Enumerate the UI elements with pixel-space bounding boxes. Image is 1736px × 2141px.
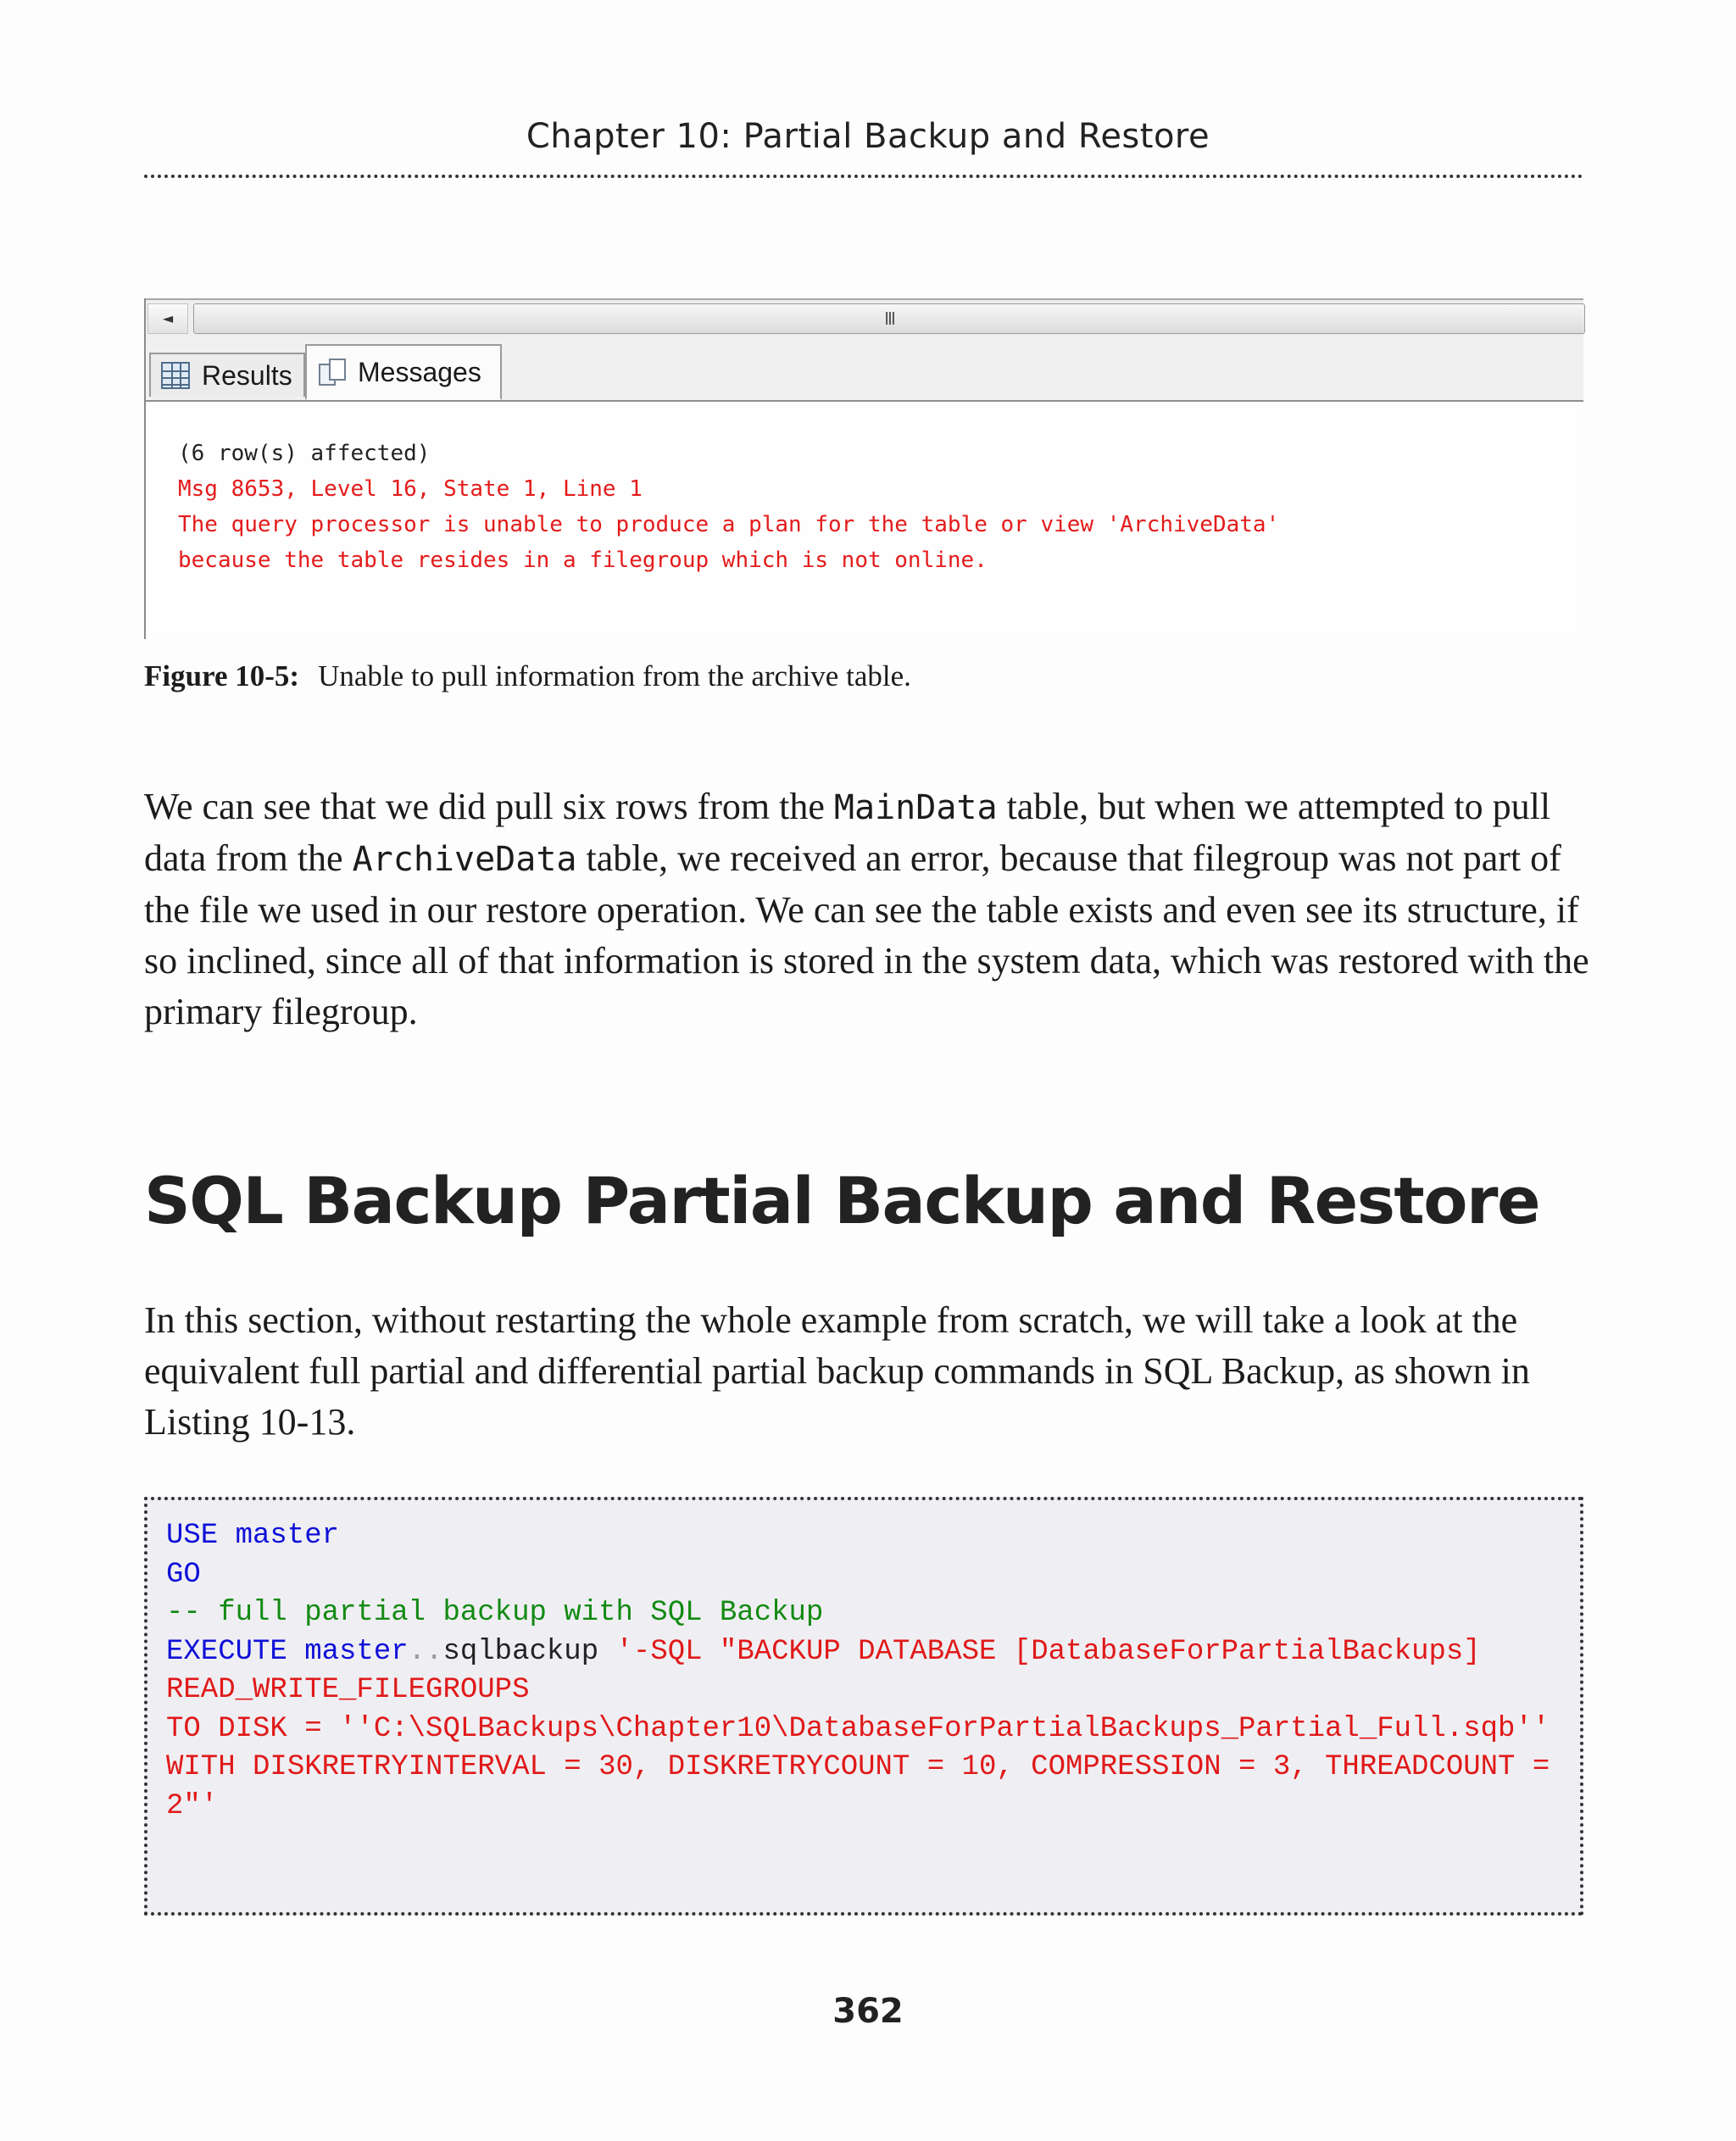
code-listing xyxy=(144,1497,1583,1916)
page-number: 362 xyxy=(832,1992,904,2031)
figure-caption xyxy=(144,659,911,693)
results-tab-strip xyxy=(146,337,1583,402)
messages-output xyxy=(178,436,1279,578)
inline-code-maindata: MainData xyxy=(833,788,998,827)
code-line-6: TO DISK = ''C:\SQLBackups\Chapter10\DatabaseForPartialBackups_Partial_Full.sqb'' xyxy=(166,1712,1550,1745)
message-error-header: Msg 8653, Level 16, State 1, Line 1 xyxy=(178,476,643,502)
code-line-8: 2"' xyxy=(166,1789,219,1822)
code-line-1: USE master xyxy=(166,1520,340,1552)
scroll-left-arrow-icon[interactable]: ◄ xyxy=(147,303,188,334)
para1-text-3: table, we received an error, because that filegroup was not part of the file we used in our restore operation. We can see the table exists and even see its structure, if so inclined, since all of that information is stored in the system data, which was restored with the primary filegroup. xyxy=(144,837,1589,1032)
para1-text-1: We can see that we did pull six rows from the xyxy=(144,786,834,827)
code-line-7: WITH DISKRETRYINTERVAL = 30, DISKRETRYCOUNT = 10, COMPRESSION = 3, THREADCOUNT = xyxy=(166,1751,1550,1783)
body-paragraph-section-intro: In this section, without restarting the whole example from scratch, we will take a look at the equivalent full partial and differential partial backup commands in SQL Backup, as shown in Listing 10-13. xyxy=(144,1299,1530,1443)
running-header: Chapter 10: Partial Backup and Restore xyxy=(526,117,1210,156)
code-line-4 xyxy=(166,1633,1580,1672)
code-line-2: GO xyxy=(166,1558,201,1591)
code-string-start: '-SQL "BACKUP DATABASE [DatabaseForPartialBackups] xyxy=(615,1635,1481,1668)
code-identifier-master: master xyxy=(287,1635,409,1668)
inline-code-archivedata: ArchiveData xyxy=(352,840,577,879)
figure-caption-text: Unable to pull information from the archive table. xyxy=(318,659,911,692)
tab-messages-label: Messages xyxy=(358,356,481,387)
header-dotted-rule xyxy=(144,175,1583,178)
code-procedure-name: sqlbackup xyxy=(442,1635,616,1668)
code-dots: .. xyxy=(408,1635,443,1668)
message-rows-affected: (6 row(s) affected) xyxy=(178,441,431,466)
message-error-text-2: because the table resides in a filegroup which is not online. xyxy=(178,548,988,573)
para1-text-2: table, but when we attempted to pull data from the xyxy=(144,786,1551,879)
figure-caption-label: Figure 10-5: xyxy=(144,659,300,692)
tab-results-label: Results xyxy=(202,359,292,391)
code-keyword-execute: EXECUTE xyxy=(166,1635,287,1668)
tab-messages[interactable] xyxy=(305,344,502,400)
message-error-text-1: The query processor is unable to produce a plan for the table or view 'ArchiveData' xyxy=(178,512,1280,537)
scroll-thumb[interactable]: III xyxy=(193,303,1585,334)
tab-results[interactable] xyxy=(149,353,305,397)
figure-screenshot xyxy=(144,298,1583,639)
results-grid-icon xyxy=(161,362,190,389)
messages-document-icon xyxy=(317,359,346,386)
code-line-3-comment: -- full partial backup with SQL Backup xyxy=(166,1597,824,1629)
section-heading: SQL Backup Partial Backup and Restore xyxy=(144,1163,1540,1238)
horizontal-scrollbar[interactable] xyxy=(146,298,1583,339)
code-line-5: READ_WRITE_FILEGROUPS xyxy=(166,1674,530,1706)
body-paragraph-results xyxy=(144,781,1594,1037)
